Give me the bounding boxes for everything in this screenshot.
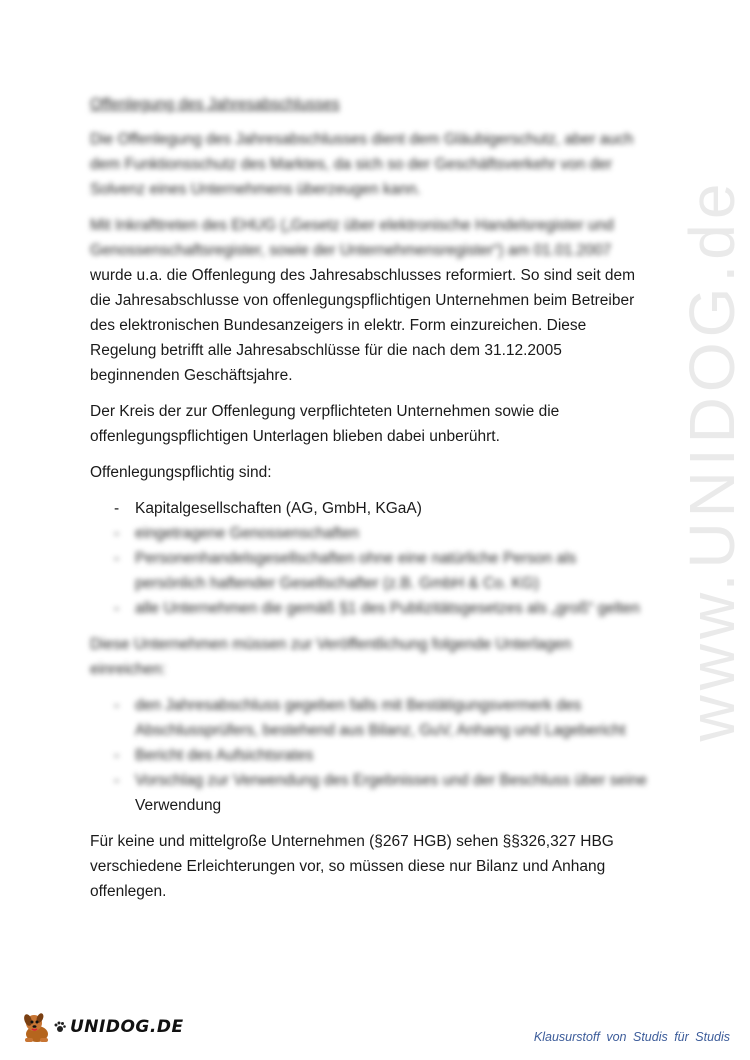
bullet-dash: -: [114, 600, 120, 617]
list-item-text: Kapitalgesellschaften (AG, GmbH, KGaA): [135, 500, 422, 517]
list-item: [90, 693, 650, 743]
bullet-dash: -: [114, 550, 120, 567]
dog-mascot-icon: [20, 1010, 54, 1044]
list-item-text: den Jahresabschluss gegeben falls mit Bestätigungsvermerk des Abschlussprüfers, bestehend aus Bilanz, GuV, Anhang und Lagebericht: [135, 697, 626, 739]
list-item: [90, 768, 650, 818]
paragraph-ehug: [90, 213, 650, 388]
list-item-text: eingetragene Genossenschaften: [135, 525, 360, 542]
page-title: Offenlegung des Jahresabschlusses: [90, 96, 340, 113]
bullet-dash: -: [114, 772, 120, 789]
list-item-text: Bericht des Aufsichtsrates: [135, 747, 314, 764]
paragraph-ehug-blurred: Mit Inkrafttreten des EHUG („Gesetz über elektronische Handelsregister und Genossenschaftsregister, sowie der Unternehmensregister“) am 01.01.2007: [90, 217, 614, 259]
bullet-dash: -: [114, 747, 120, 764]
footer-tagline: Klausurstoff von Studis für Studis: [533, 1030, 730, 1044]
paragraph-relief: Für keine und mittelgroße Unternehmen (§267 HGB) sehen §§326,327 HBG verschiedene Erleichterungen vor, so müssen diese nur Bilanz und Anhang offenlegen.: [90, 833, 614, 900]
list-item: [90, 521, 650, 546]
watermark: www.UNIDOG.de: [676, 178, 748, 742]
bullet-dash: -: [114, 500, 120, 517]
bullet-dash: -: [114, 697, 120, 714]
paragraph-obligated: Offenlegungspflichtig sind:: [90, 464, 272, 481]
list-item-text: Personenhandelsgesellschaften ohne eine natürliche Person als persönlich haftender Gesellschafter (z.B. GmbH & Co. KG): [135, 550, 577, 592]
paragraph-documents: Diese Unternehmen müssen zur Veröffentlichung folgende Unterlagen einreichen:: [90, 636, 572, 678]
paw-icon: [54, 1021, 66, 1033]
list-item: [90, 546, 650, 596]
list-item-text: alle Unternehmen die gemäß §1 des Publizitätsgesetzes als „groß“ gelten: [135, 600, 640, 617]
list-item: [90, 496, 650, 521]
document-body: [90, 92, 650, 915]
obligated-list: [90, 496, 650, 621]
paragraph-intro: Die Offenlegung des Jahresabschlusses dient dem Gläubigerschutz, aber auch dem Funktionsschutz des Marktes, da sich so der Geschäftsverkehr von der Solvenz eines Unternehmens überzeugen kann.: [90, 131, 634, 198]
list-item: [90, 596, 650, 621]
documents-list: [90, 693, 650, 818]
list-item-text-blurred: Vorschlag zur Verwendung des Ergebnisses und der Beschluss über seine: [135, 772, 647, 789]
list-item: [90, 743, 650, 768]
paragraph-scope: Der Kreis der zur Offenlegung verpflichteten Unternehmen sowie die offenlegungspflichtigen Unterlagen blieben dabei unberührt.: [90, 403, 560, 445]
unidog-logo[interactable]: [20, 1010, 184, 1044]
bullet-dash: -: [114, 525, 120, 542]
list-item-text: Verwendung: [135, 797, 222, 814]
logo-text: UNIDOG.DE: [70, 1017, 184, 1037]
paragraph-ehug-text: wurde u.a. die Offenlegung des Jahresabschlusses reformiert. So sind seit dem die Jahresabschlusse von offenlegungspflichtigen Unternehmen beim Betreiber des elektronischen Bundesanzeigers in elektr. Form einzureichen. Diese Regelung betrifft alle Jahresabschlüsse für die nach dem 31.12.2005 beginnenden Geschäftsjahre.: [90, 267, 636, 384]
